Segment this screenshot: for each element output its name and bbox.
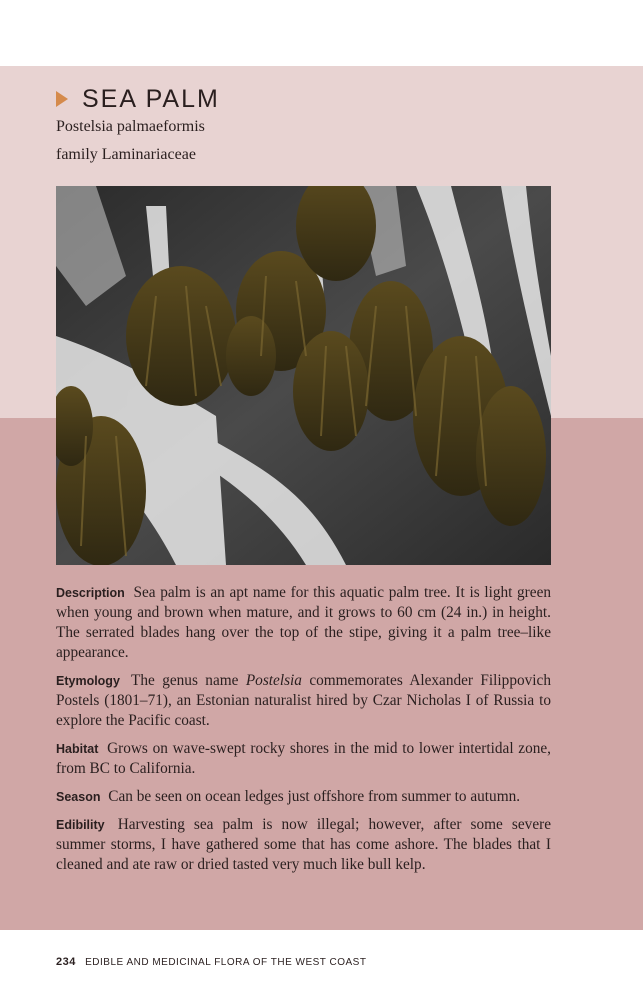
entries xyxy=(56,583,551,883)
triangle-bullet-icon xyxy=(56,91,68,107)
entry-label: Description xyxy=(56,586,125,600)
entry-edibility xyxy=(56,815,551,875)
scientific-name: Postelsia palmaeformis xyxy=(56,118,205,135)
entry-text: Harvesting sea palm is now illegal; however, after some severe summer storms, I have gathered some that has come ashore. The blades that I cleaned and ate raw or dried tasted very much like bull kelp. xyxy=(56,816,551,873)
entry-label: Habitat xyxy=(56,742,99,756)
entry-text: Can be seen on ocean ledges just offshore from summer to autumn. xyxy=(108,788,521,805)
entry-season xyxy=(56,787,551,807)
title-row xyxy=(56,84,220,114)
entry-habitat xyxy=(56,739,551,779)
family-name: family Laminariaceae xyxy=(56,146,196,163)
page-title: SEA PALM xyxy=(82,84,220,113)
entry-text: Sea palm is an apt name for this aquatic palm tree. It is light green when young and brown when mature, and it grows to 60 cm (24 in.) in height. The serrated blades hang over the top of the stipe, giving it a palm tree–like appearance. xyxy=(56,584,552,661)
entry-text: Grows on wave-swept rocky shores in the mid to lower intertidal zone, from BC to California. xyxy=(56,740,552,777)
entry-text: commemorates Alexander Filippovich Postels (1801–71), an Estonian naturalist hired by Czar Nicholas I of Russia to explore the Pacific coast. xyxy=(56,672,551,729)
entry-italic-genus: Postelsia xyxy=(245,672,302,689)
entry-etymology xyxy=(56,671,551,731)
entry-label: Season xyxy=(56,790,101,804)
running-title: EDIBLE AND MEDICINAL FLORA OF THE WEST COAST xyxy=(85,957,367,968)
entry-text: The genus name xyxy=(131,672,246,689)
page-footer xyxy=(56,956,366,968)
entry-label: Etymology xyxy=(56,674,120,688)
entry-description xyxy=(56,583,551,663)
sea-palm-photo xyxy=(56,186,551,565)
page-number: 234 xyxy=(56,956,76,968)
entry-label: Edibility xyxy=(56,818,105,832)
